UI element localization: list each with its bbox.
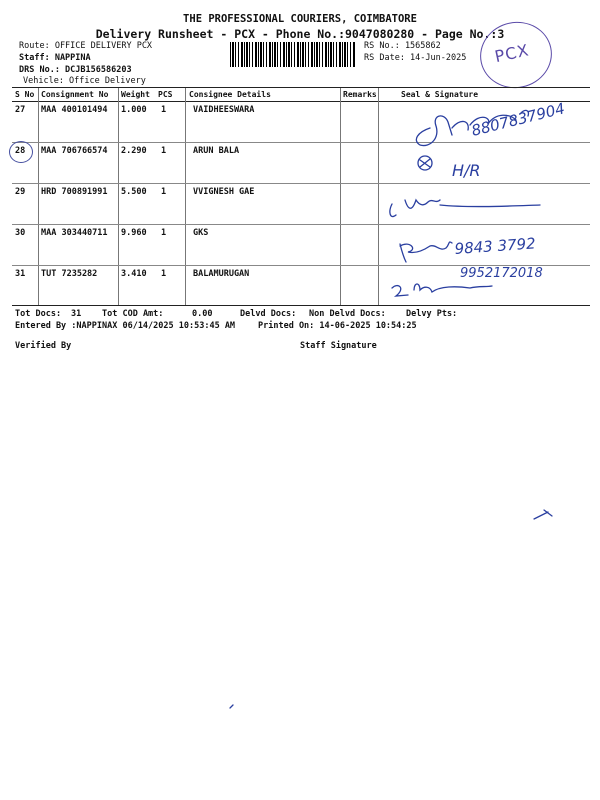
printed-on: Printed On: 14-06-2025 10:54:25 [258,321,417,331]
entered-by: Entered By :NAPPINAX 06/14/2025 10:53:45 AM [15,321,236,331]
row-consignment: TUT 7235282 [41,269,98,279]
row-pcs: 1 [161,269,167,279]
row-sno: 27 [15,105,26,115]
signature-scribble [392,284,492,296]
verified-by-label: Verified By [15,341,72,351]
col-header-sno: S No [15,90,35,99]
stray-pen-mark [534,510,552,519]
runsheet-subtitle: Delivery Runsheet - PCX - Phone No.:9047080280 - Page No.:3 [95,27,505,41]
row-consignment: HRD 700891991 [41,187,108,197]
row-consignee: VAIDHEESWARA [193,105,255,115]
staff-signature-label: Staff Signature [300,341,377,351]
row-pcs: 1 [161,228,167,238]
col-header-consignee: Consignee Details [189,90,271,99]
row-pcs: 1 [161,187,167,197]
col-header-signature: Seal & Signature [401,90,479,99]
signature-scribble [400,242,452,262]
row27-handwritten-phone: 8807837904 [469,99,567,140]
staff-label: Staff: NAPPINA [19,53,91,63]
row-consignee: BALAMURUGAN [193,269,250,279]
document-title: THE PROFESSIONAL COURIERS, COIMBATORE [183,13,417,25]
vehicle-label: Vehicle: Office Delivery [23,76,146,86]
col-header-weight: Weight [121,90,150,99]
row30-handwritten-phone: 9843 3792 [454,234,537,258]
tot-docs-label: Tot Docs: [15,309,62,319]
row-weight: 3.410 [121,269,147,279]
row-sno: 28 [15,146,26,156]
stamp-text: PCX [492,40,531,67]
route-label: Route: OFFICE DELIVERY PCX [19,41,153,51]
col-header-pcs: PCS [158,90,173,99]
row-weight: 1.000 [121,105,147,115]
row31-handwritten-phone: 9952172018 [460,266,543,281]
row-consignee: GKS [193,228,209,238]
row-pcs: 1 [161,105,167,115]
cod-value: 0.00 [192,309,213,319]
row-consignment: MAA 303440711 [41,228,108,238]
non-delivered-docs-label: Non Delvd Docs: [309,309,386,319]
row-consignee: ARUN BALA [193,146,240,156]
tot-docs-value: 31 [71,309,82,319]
row-weight: 9.960 [121,228,147,238]
row-sno: 31 [15,269,26,279]
cod-label: Tot COD Amt: [102,309,164,319]
row-consignment: MAA 706766574 [41,146,108,156]
row-consignment: MAA 400101494 [41,105,108,115]
signature-scribble [390,200,540,217]
drs-label: DRS No.: DCJB156586203 [19,65,132,75]
signature-scribble [420,159,430,167]
row-pcs: 1 [161,146,167,156]
row-consignee: VVIGNESH GAE [193,187,255,197]
col-header-remarks: Remarks [343,90,377,99]
stray-pen-mark [230,705,233,708]
rs-number: RS No.: 1565862 [364,41,441,51]
row-sno: 30 [15,228,26,238]
col-header-consignment: Consignment No [41,90,109,99]
rs-date: RS Date: 14-Jun-2025 [364,53,467,63]
delivery-points-label: Delvy Pts: [406,309,458,319]
row28-handwritten-note: H/R [452,161,481,180]
row-sno: 29 [15,187,26,197]
row-weight: 5.500 [121,187,147,197]
row-weight: 2.290 [121,146,147,156]
delivered-docs-label: Delvd Docs: [240,309,297,319]
